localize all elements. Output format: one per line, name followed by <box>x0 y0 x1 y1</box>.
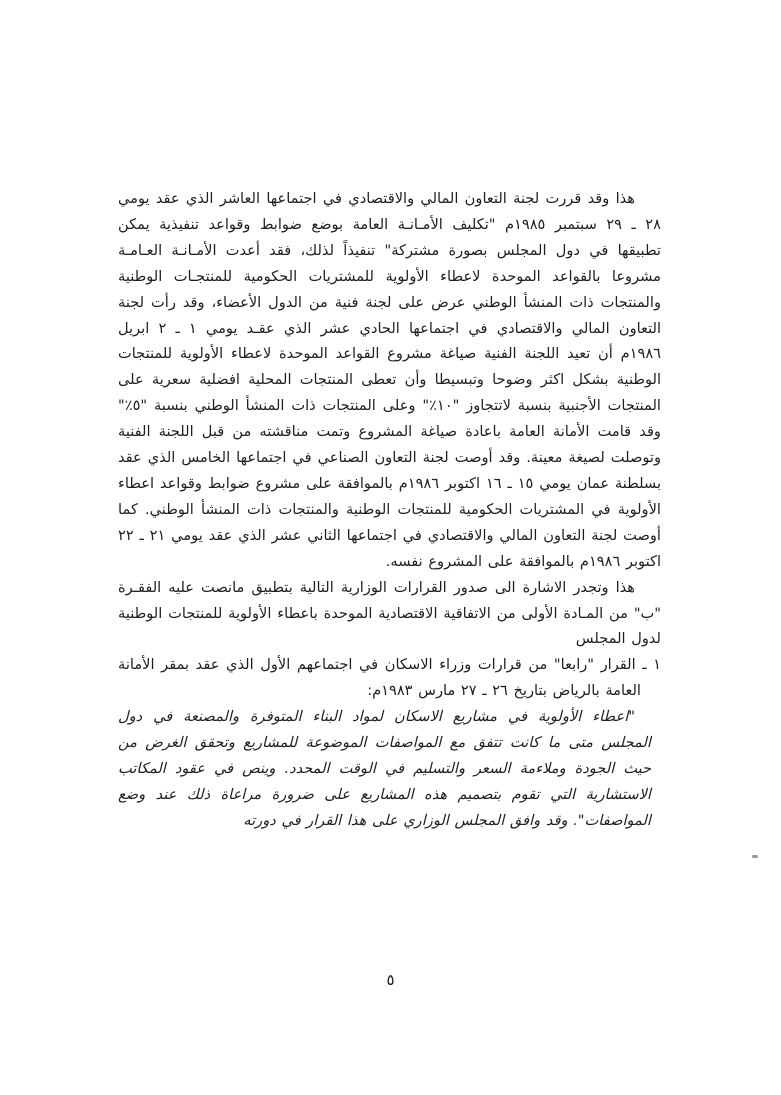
paragraph-decision-1-quote: "اعطاء الأولوية في مشاريع الاسكان لمواد البناء المتوفرة والمصنعة في دول المجلس متى ما كانت تتفق مع المواصفات الموضوعة للمشاريع وتحقق الغرض من حيث الجودة وملاءمة السعر والتسليم في الوقت المحدد. وينص في عقود المكاتب الاستشارية التي تقوم بتصميم هذه المشاريع على ضرورة مراعاة ذلك عند وضع المواصفات". وقد وافق المجلس الوزاري على هذا القرار في دورته <box>118 708 651 829</box>
scan-speck <box>752 855 758 858</box>
paragraph-decision-1-heading: ١ ـ القرار "رابعا" من قرارات وزراء الاسكان في اجتماعهم الأول الذي عقد بمقر الأمانة العامة بالرياض بتاريخ ٢٦ ـ ٢٧ مارس ١٩٨٣م: <box>118 656 661 700</box>
page-number: ٥ <box>386 971 395 989</box>
body-text <box>118 186 661 834</box>
paragraph-committee-decision: هذا وقد قررت لجنة التعاون المالي والاقتصادي في اجتماعها العاشر الذي عقد يومي ٢٨ ـ ٢٩ سبتمبر ١٩٨٥م "تكليف الأمـانـة العامة بوضع ضوابط وقواعد تنفيذية يمكن تطبيقها في دول المجلس بصورة مشتركة" تنفيذاً لذلك، فقد أعدت الأمـانـة العـامـة مشروعا بالقواعد الموحدة لاعطاء الأولوية للمشتريات الحكومية للمنتجـات الوطنية والمنتجات ذات المنشأ الوطني عرض على لجنة فنية من الدول الأعضاء، وقد رأت لجنة التعاون المالي والاقتصادي في اجتماعها الحادي عشر الذي عقـد يومي ١ ـ ٢ ابريل ١٩٨٦م أن تعيد اللجنة الفنية صياغة مشروع القواعد الموحدة لاعطاء الأولوية للمنتجات الوطنية بشكل اكثر وضوحا وتبسيطا وأن تعطى المنتجات المحلية افضلية سعرية على المنتجات الأجنبية بنسبة لاتتجاوز "١٠٪" وعلى المنتجات ذات المنشأ الوطني بنسبة "٥٪" وقد قامت الأمانة العامة باعادة صياغة المشروع وتمت مناقشته من قبل اللجنة الفنية وتوصلت لصيغة معينة. وقد أوصت لجنة التعاون الصناعي في اجتماعها الخامس الذي عقد بسلطنة عمان يومي ١٥ ـ ١٦ اكتوبر ١٩٨٦م بالموافقة على مشروع ضوابط وقواعد اعطاء الأولوية في المشتريات الحكومية للمنتجات الوطنية والمنتجات ذات المنشأ الوطني. كما أوصت لجنة التعاون المالي والاقتصادي في اجتماعها الثاني عشر الذي عقد يومي ٢١ ـ ٢٢ اكتوبر ١٩٨٦م بالموافقة على المشروع نفسه. <box>118 190 662 570</box>
paragraph-ministerial-intro: هذا وتجدر الاشارة الى صدور القرارات الوزارية التالية بتطبيق مانصت عليه الفقـرة "ب" من المـادة الأولى من الاتفاقية الاقتصادية الموحدة باعطاء الأولوية للمنتجات الوطنية لدول المجلس <box>118 578 661 648</box>
